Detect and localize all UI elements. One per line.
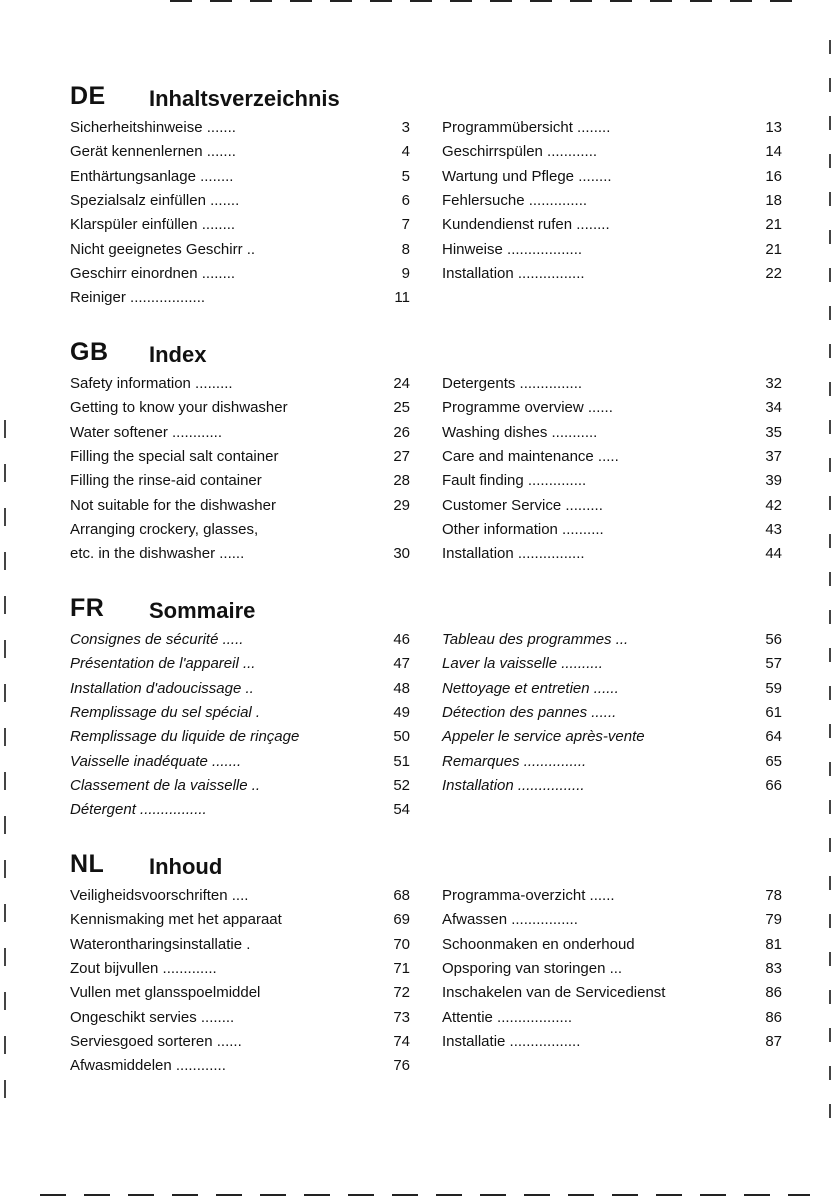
- toc-entry: [70, 238, 410, 262]
- entry-label: Nettoyage et entretien ......: [442, 679, 619, 697]
- toc-entry: [70, 1030, 410, 1054]
- entry-label: Programme overview ......: [442, 399, 613, 417]
- toc-section-de: [70, 82, 790, 332]
- entry-label: Installation ................: [442, 264, 585, 282]
- entry-label: Remarques ...............: [442, 752, 587, 770]
- entry-page-number: 87: [765, 1032, 782, 1050]
- entry-page-number: 27: [393, 447, 410, 465]
- entry-page-number: 72: [393, 984, 410, 1002]
- entry-label: Spezialsalz einfüllen .......: [70, 191, 240, 209]
- entry-label: Détection des pannes ......: [442, 703, 617, 721]
- entry-label: Afwassen ................: [442, 911, 578, 929]
- entry-page-number: 78: [765, 887, 782, 904]
- entry-page-number: 44: [765, 545, 782, 563]
- toc-entry: [70, 494, 410, 518]
- toc-entry: [70, 1054, 410, 1078]
- entry-label: Laver la vaisselle ..........: [442, 655, 603, 673]
- entry-label: Classement de la vaisselle ..: [70, 776, 261, 794]
- entry-page-number: 14: [765, 143, 782, 161]
- entry-page-number: 68: [393, 887, 410, 904]
- entry-page-number: 7: [401, 216, 410, 234]
- entry-label: Kundendienst rufen ........: [442, 216, 610, 234]
- toc-entry: [442, 189, 782, 213]
- entry-page-number: 9: [401, 264, 410, 282]
- toc-entry: [70, 677, 410, 701]
- toc-entry: [442, 445, 782, 469]
- toc-entry: [442, 542, 782, 566]
- language-code: NL: [70, 850, 105, 878]
- entry-page-number: 8: [401, 240, 410, 258]
- entry-page-number: 13: [765, 119, 782, 136]
- toc-entry: [70, 701, 410, 725]
- toc-entry: [70, 445, 410, 469]
- entry-label: Arranging crockery, glasses, etc. in the dishwasher ......: [70, 520, 259, 562]
- entry-label: Remplissage du sel spécial .: [70, 703, 261, 721]
- entry-page-number: 28: [393, 472, 410, 490]
- entry-page-number: 47: [393, 655, 410, 673]
- entry-label: Geschirr einordnen ........: [70, 264, 236, 282]
- entry-page-number: 50: [393, 728, 410, 746]
- entry-label: Inschakelen van de Servicedienst: [442, 984, 666, 1002]
- entry-label: Installatie .................: [442, 1032, 581, 1050]
- toc-entry: [442, 238, 782, 262]
- toc-entry: [70, 396, 410, 420]
- toc-entry: [70, 1006, 410, 1030]
- entry-label: Hinweise ..................: [442, 240, 583, 258]
- entry-page-number: 76: [393, 1057, 410, 1075]
- toc-entry: [442, 981, 782, 1005]
- entry-page-number: 73: [393, 1008, 410, 1026]
- entry-label: Gerät kennenlernen .......: [70, 143, 236, 161]
- scan-edge-bottom: [40, 1194, 810, 1196]
- entry-label: Detergents ...............: [442, 375, 583, 392]
- entry-page-number: 86: [765, 1008, 782, 1026]
- toc-entry: [442, 213, 782, 237]
- toc-entry: [70, 213, 410, 237]
- entry-page-number: 86: [765, 984, 782, 1002]
- toc-section-nl: [70, 850, 790, 1100]
- entry-page-number: 43: [765, 520, 782, 538]
- entry-label: Filling the special salt container: [70, 447, 279, 465]
- entry-label: Waterontharingsinstallatie .: [70, 935, 251, 953]
- entry-label: Appeler le service après-vente: [442, 728, 645, 746]
- toc-entry: [70, 798, 410, 822]
- entry-label: Remplissage du liquide de rinçage: [70, 728, 300, 746]
- entry-label: Détergent ................: [70, 801, 207, 819]
- toc-entry: [442, 165, 782, 189]
- entry-page-number: 70: [393, 935, 410, 953]
- entry-label: Serviesgoed sorteren ......: [70, 1032, 242, 1050]
- toc-entry: [442, 1006, 782, 1030]
- entry-page-number: 51: [393, 752, 410, 770]
- entry-label: Other information ..........: [442, 520, 604, 538]
- entry-page-number: 18: [765, 191, 782, 209]
- section-title: Inhaltsverzeichnis: [149, 86, 340, 111]
- toc-entry: [442, 494, 782, 518]
- entry-label: Water softener ............: [70, 423, 222, 441]
- language-code: DE: [70, 82, 106, 110]
- entry-label: Zout bijvullen .............: [70, 959, 217, 977]
- toc-entry: [442, 372, 782, 396]
- toc-entry: [70, 774, 410, 798]
- entry-label: Geschirrspülen ............: [442, 143, 598, 161]
- toc-entry: [442, 750, 782, 774]
- toc-entry: [70, 933, 410, 957]
- entry-label: Installation ................: [442, 545, 585, 563]
- entry-label: Installation ................: [442, 776, 585, 794]
- toc-entry: [442, 957, 782, 981]
- section-title: Index: [149, 342, 207, 367]
- entry-label: Afwasmiddelen ............: [70, 1057, 226, 1075]
- toc-entry: [70, 140, 410, 164]
- entry-page-number: 4: [401, 143, 410, 161]
- entry-label: Vullen met glansspoelmiddel: [70, 984, 261, 1002]
- toc-entry: [70, 518, 410, 567]
- entry-page-number: 34: [765, 399, 782, 417]
- entry-page-number: 54: [393, 801, 410, 819]
- toc-entry: [70, 957, 410, 981]
- entry-label: Kennismaking met het apparaat: [70, 911, 282, 929]
- entry-page-number: 66: [765, 776, 782, 794]
- toc-entry: [70, 908, 410, 932]
- entry-page-number: 81: [765, 935, 782, 953]
- entry-page-number: 25: [393, 399, 410, 417]
- toc-entry: [70, 981, 410, 1005]
- entry-page-number: 24: [393, 375, 410, 392]
- entry-page-number: 26: [393, 423, 410, 441]
- entry-page-number: 35: [765, 423, 782, 441]
- toc-entry: [442, 884, 782, 908]
- entry-label: Klarspüler einfüllen ........: [70, 216, 236, 234]
- entry-label: Not suitable for the dishwasher: [70, 496, 276, 514]
- entry-label: Présentation de l'appareil ...: [70, 655, 256, 673]
- entry-page-number: 21: [765, 240, 782, 258]
- entry-label: Nicht geeignetes Geschirr ..: [70, 240, 256, 258]
- entry-label: Fehlersuche ..............: [442, 191, 588, 209]
- toc-entry: [442, 628, 782, 652]
- entry-page-number: 65: [765, 752, 782, 770]
- entry-label: Wartung und Pflege ........: [442, 167, 612, 185]
- toc-entry: [442, 933, 782, 957]
- toc-entry: [70, 189, 410, 213]
- entry-page-number: 59: [765, 679, 782, 697]
- entry-label: Safety information .........: [70, 375, 233, 392]
- toc-entry: [442, 421, 782, 445]
- entry-page-number: 32: [765, 375, 782, 392]
- toc-entry: [70, 628, 410, 652]
- entry-label: Vaisselle inadéquate .......: [70, 752, 242, 770]
- entry-page-number: 57: [765, 655, 782, 673]
- scan-edge-right: [829, 40, 831, 1120]
- entry-label: Programmübersicht ........: [442, 119, 611, 136]
- entry-label: Consignes de sécurité .....: [70, 631, 244, 648]
- entry-page-number: 39: [765, 472, 782, 490]
- scan-edge-left: [4, 420, 6, 1120]
- entry-label: Care and maintenance .....: [442, 447, 619, 465]
- entry-page-number: 49: [393, 703, 410, 721]
- toc-entry: [70, 725, 410, 749]
- entry-page-number: 64: [765, 728, 782, 746]
- entry-page-number: 42: [765, 496, 782, 514]
- entry-page-number: 52: [393, 776, 410, 794]
- language-code: FR: [70, 594, 105, 622]
- entry-label: Veiligheidsvoorschriften ....: [70, 887, 249, 904]
- entry-page-number: 46: [393, 631, 410, 648]
- toc-entry: [70, 372, 410, 396]
- entry-label: Sicherheitshinweise .......: [70, 119, 236, 136]
- toc-entry: [442, 396, 782, 420]
- entry-label: Customer Service .........: [442, 496, 603, 514]
- entry-label: Filling the rinse-aid container: [70, 472, 262, 490]
- entry-label: Opsporing van storingen ...: [442, 959, 623, 977]
- toc-entry: [70, 116, 410, 140]
- section-title: Inhoud: [149, 854, 223, 879]
- toc-entry: [70, 884, 410, 908]
- entry-page-number: 30: [393, 545, 410, 563]
- entry-page-number: 79: [765, 911, 782, 929]
- language-code: GB: [70, 338, 109, 366]
- entry-page-number: 69: [393, 911, 410, 929]
- entry-page-number: 5: [401, 167, 410, 185]
- toc-entry: [442, 116, 782, 140]
- entry-page-number: 21: [765, 216, 782, 234]
- section-title: Sommaire: [149, 598, 256, 623]
- toc-entry: [70, 165, 410, 189]
- entry-page-number: 71: [393, 959, 410, 977]
- entry-page-number: 74: [393, 1032, 410, 1050]
- entry-page-number: 56: [765, 631, 782, 648]
- entry-page-number: 16: [765, 167, 782, 185]
- toc-entry: [442, 262, 782, 286]
- entry-page-number: 37: [765, 447, 782, 465]
- entry-label: Installation d'adoucissage ..: [70, 679, 254, 697]
- toc-entry: [442, 469, 782, 493]
- entry-label: Reiniger ..................: [70, 289, 206, 307]
- toc-entry: [442, 1030, 782, 1054]
- entry-label: Programma-overzicht ......: [442, 887, 615, 904]
- toc-entry: [442, 677, 782, 701]
- toc-section-fr: [70, 594, 790, 844]
- entry-page-number: 6: [401, 191, 410, 209]
- entry-label: Getting to know your dishwasher: [70, 399, 288, 417]
- entry-page-number: 22: [765, 264, 782, 282]
- toc-entry: [70, 652, 410, 676]
- entry-page-number: 48: [393, 679, 410, 697]
- entry-label: Fault finding ..............: [442, 472, 587, 490]
- entry-label: Washing dishes ...........: [442, 423, 598, 441]
- toc-entry: [70, 286, 410, 310]
- entry-page-number: 29: [393, 496, 410, 514]
- toc-entry: [442, 725, 782, 749]
- toc-entry: [442, 908, 782, 932]
- scan-edge-top: [170, 0, 810, 2]
- toc-entry: [442, 518, 782, 542]
- toc-entry: [442, 140, 782, 164]
- toc-entry: [442, 701, 782, 725]
- entry-page-number: 61: [765, 703, 782, 721]
- entry-label: Attentie ..................: [442, 1008, 573, 1026]
- entry-label: Tableau des programmes ...: [442, 631, 629, 648]
- toc-entry: [442, 774, 782, 798]
- toc-section-gb: [70, 338, 790, 588]
- toc-entry: [70, 750, 410, 774]
- entry-label: Schoonmaken en onderhoud: [442, 935, 635, 953]
- entry-page-number: 11: [394, 289, 410, 307]
- entry-page-number: 3: [401, 119, 410, 136]
- entry-label: Ongeschikt servies ........: [70, 1008, 235, 1026]
- entry-page-number: 83: [765, 959, 782, 977]
- toc-entry: [70, 469, 410, 493]
- toc-entry: [70, 262, 410, 286]
- entry-label: Enthärtungsanlage ........: [70, 167, 234, 185]
- toc-entry: [70, 421, 410, 445]
- toc-entry: [442, 652, 782, 676]
